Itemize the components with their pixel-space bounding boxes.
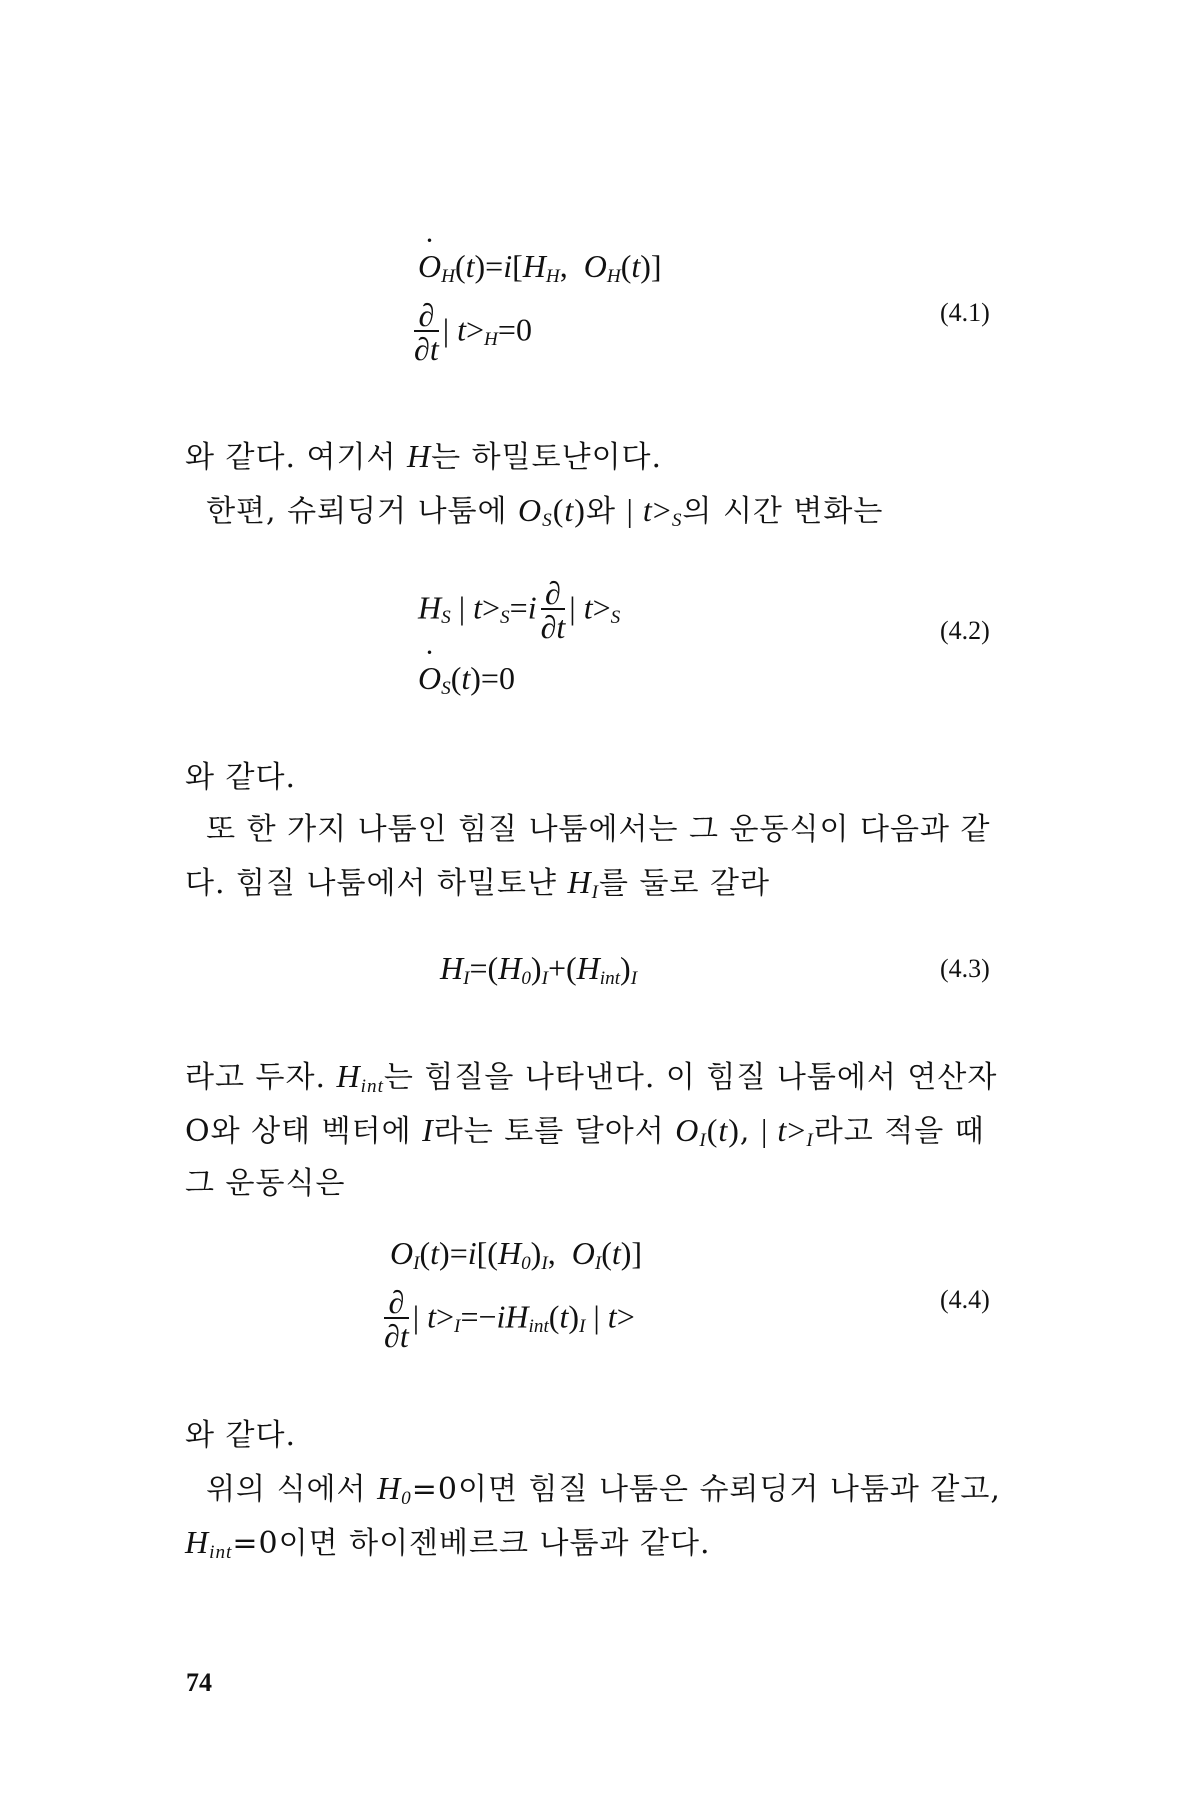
text: 한편, 슈뢰딩거 나툼에	[206, 494, 519, 529]
text: =0이면 하이젠베르크 나툼과 같다.	[232, 1526, 711, 1561]
inline-math: $O_S(t)$	[518, 492, 586, 531]
text: 또 한 가지 나툼인 힘질 나툼에서는 그 운동식이 다음과 같다. 힘질 나툼에서 하밀토냔	[185, 812, 991, 901]
paragraph	[185, 1050, 1015, 1210]
equation-4-1-line-2: $\frac{\partial}{\partial t}$ | $t>_H=0$	[414, 297, 532, 367]
text: 와	[585, 494, 627, 529]
page-number: 74	[186, 1668, 212, 1697]
equation-number: (4.4)	[940, 1285, 990, 1314]
variable-H: H	[407, 438, 432, 474]
inline-math: $H_{int}$	[336, 1058, 384, 1097]
text: 는 힘질을 나타낸다. 이 힘질 나툼에서 연산자 O와 상태 벡터에	[185, 1060, 998, 1149]
equation-4-4-line-1: $O_I(t)=i[(H_0)_I$, $O_I(t)$]	[390, 1235, 643, 1274]
text: 의 시간 변화는	[682, 494, 884, 529]
text: 를 둘로 갈라	[598, 866, 770, 901]
paragraph	[185, 752, 1015, 910]
paragraph	[185, 1410, 1015, 1570]
text: 는 하밀토냔이다.	[431, 440, 663, 475]
inline-math: I	[422, 1112, 434, 1148]
inline-math: | $t>_I$	[761, 1112, 814, 1151]
text: 라고 적을 때 그 운동식은	[185, 1114, 985, 1201]
paragraph	[185, 430, 1015, 538]
inline-math: | $t>_S$	[626, 492, 683, 531]
equation-number: (4.1)	[940, 298, 990, 327]
equation-4-3-line-1: $H_I=(H_0)_I+(H_{int})_I$	[440, 950, 638, 989]
inline-math: $H_{int}$	[185, 1524, 233, 1563]
equation-4-1-line-1: · $O_H(t)=i[H_H$, $O_H(t)$]	[418, 248, 662, 285]
text: ,	[739, 1114, 761, 1149]
inline-math: $H_0$	[377, 1470, 412, 1509]
inline-math: $O_I(t)$	[675, 1112, 740, 1151]
equation-4-4-line-2: $\frac{\partial}{\partial t}$ | $t>_I=-iH_{int}(t)_I$ | t>	[384, 1284, 635, 1354]
equation-4-2-line-1: $H_S$ | $t>_S=i$ $\frac{\partial}{\partial t}$ | $t>_S$	[418, 575, 621, 645]
text: 와 같다. 여기서	[185, 440, 408, 475]
text: 와 같다.	[185, 1418, 297, 1453]
equation-4-2-line-2: · $O_S(t)=0$	[418, 660, 515, 697]
text: 위의 식에서	[206, 1472, 378, 1507]
equation-number: (4.2)	[940, 616, 990, 645]
equation-number: (4.3)	[940, 954, 990, 983]
text: 라는 토를 달아서	[433, 1114, 676, 1149]
text: 라고 두자.	[185, 1060, 337, 1095]
text: 와 같다.	[185, 760, 297, 795]
inline-math: $H_I$	[567, 864, 599, 903]
text: =0이면 힘질 나툼은 슈뢰딩거 나툼과 같고,	[411, 1472, 1001, 1507]
